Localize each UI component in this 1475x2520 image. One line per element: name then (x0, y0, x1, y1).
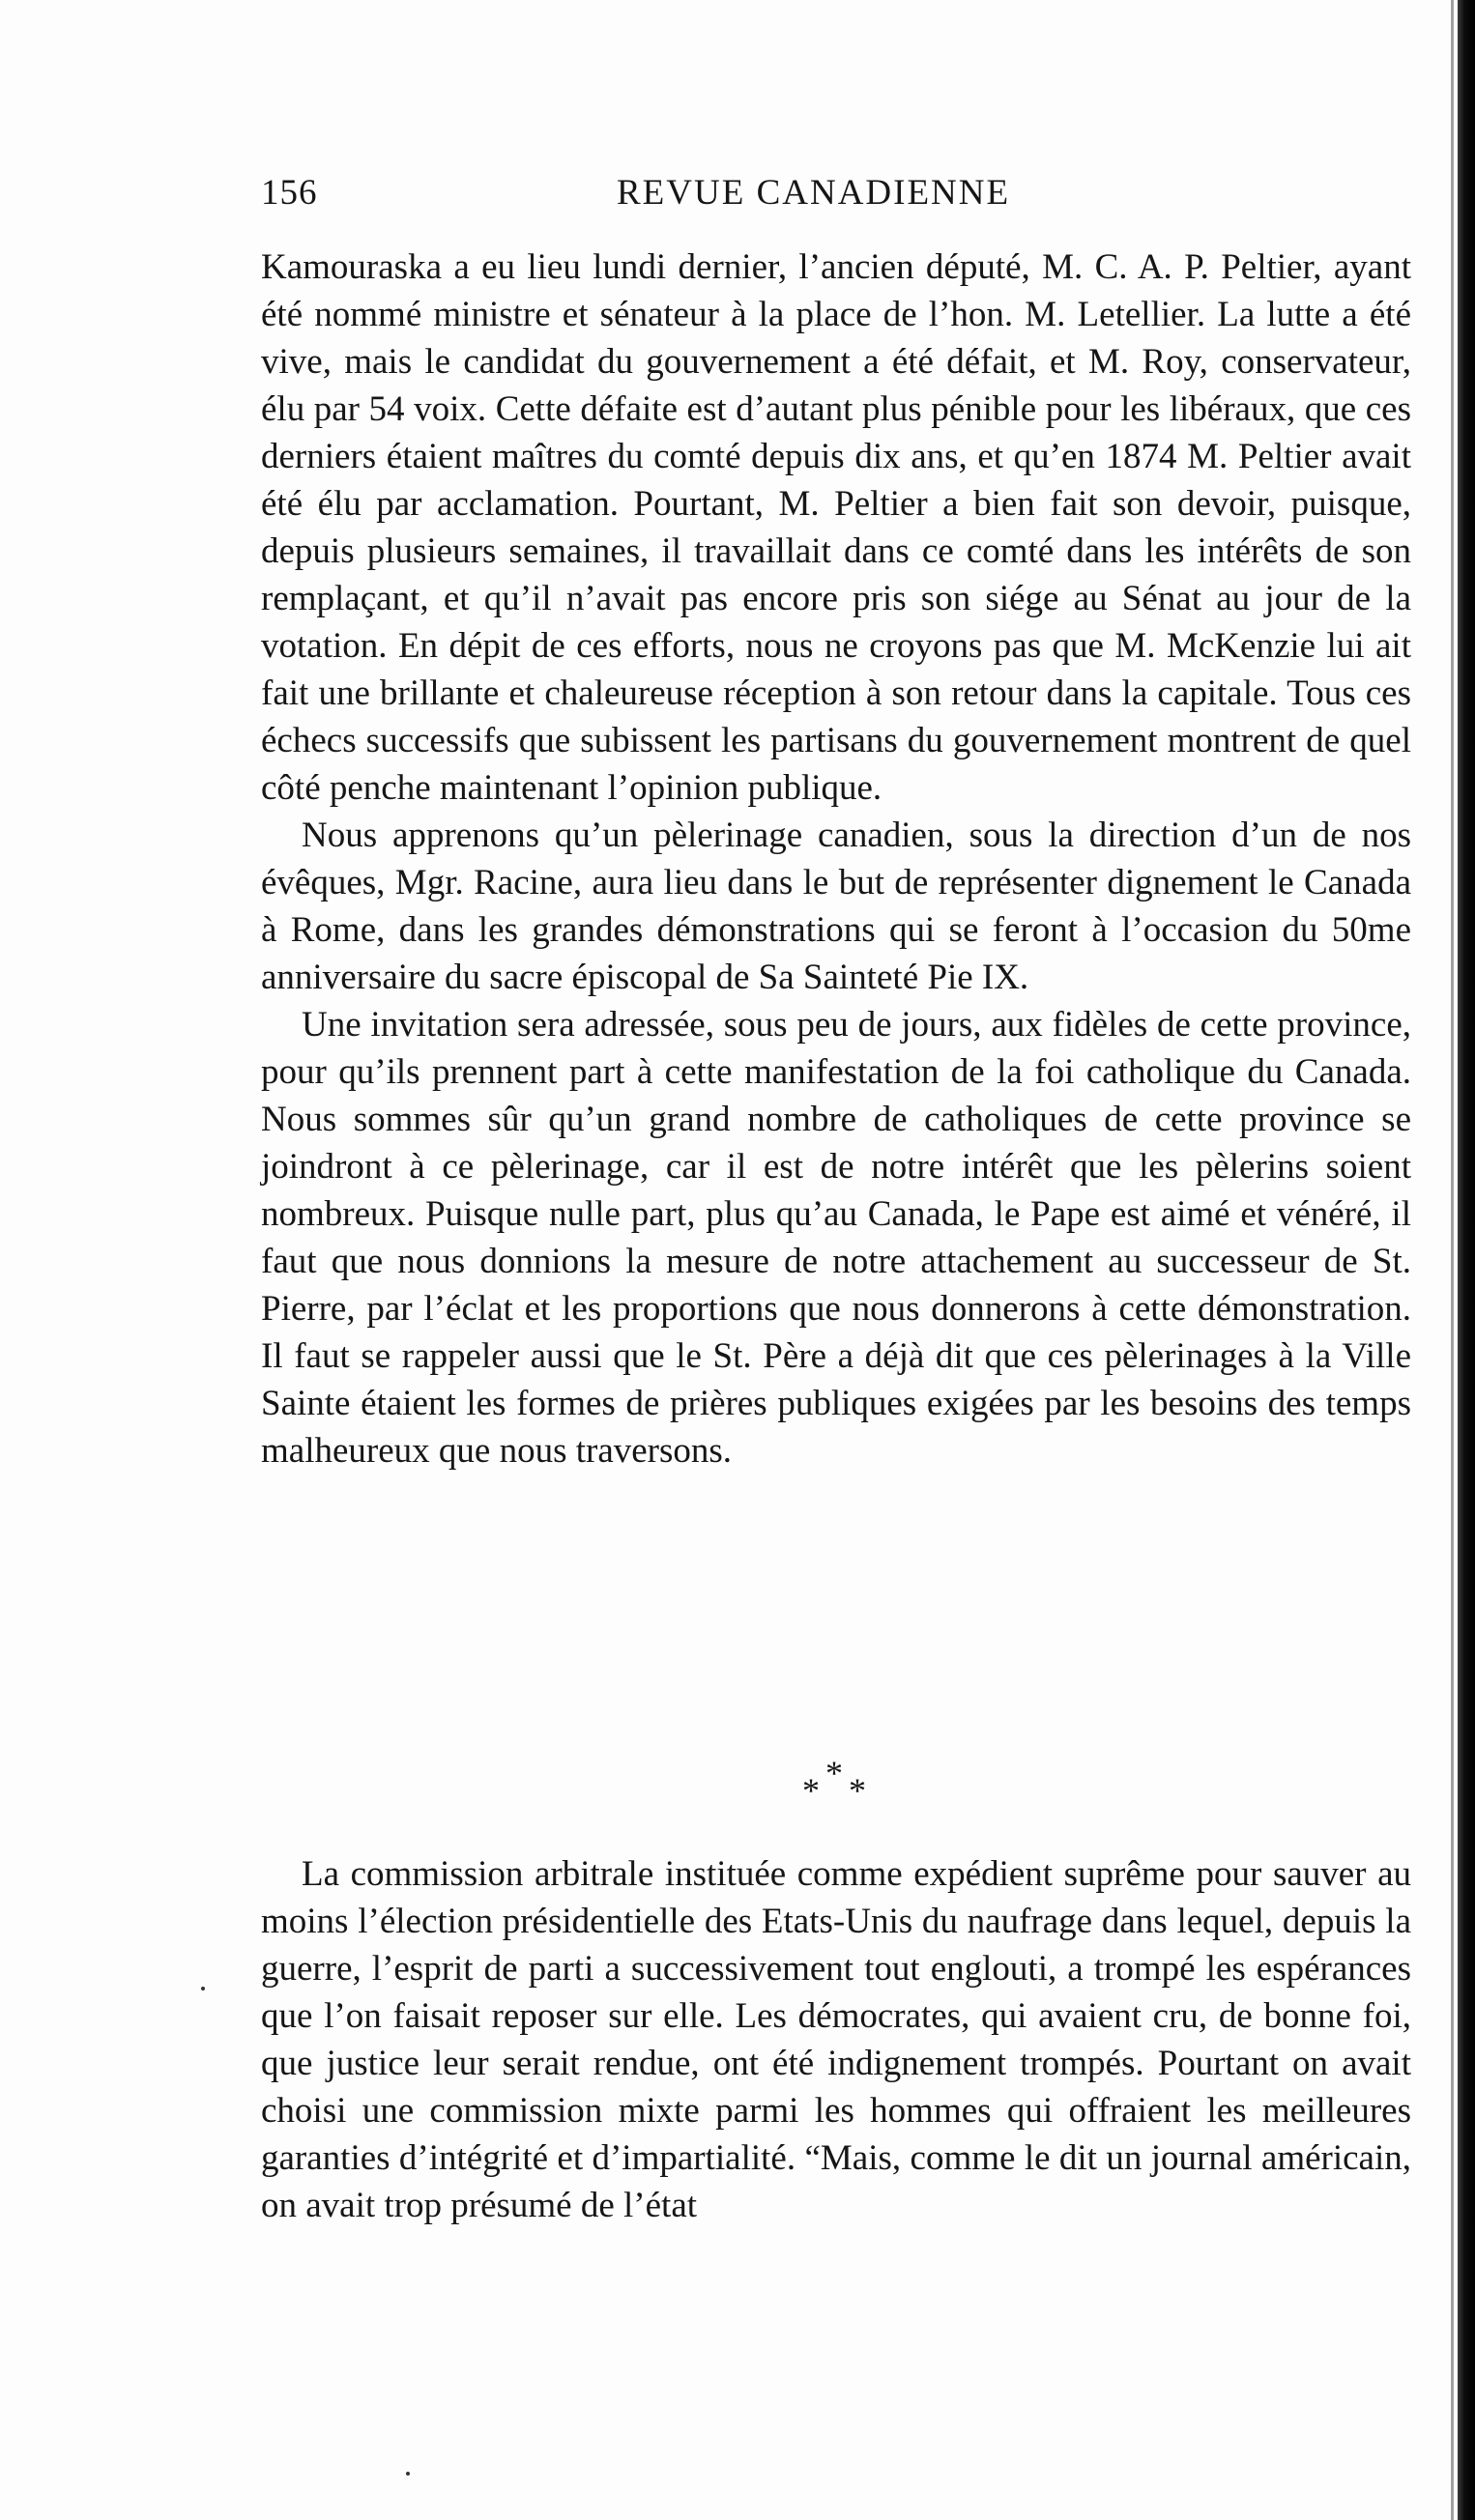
running-title: REVUE CANADIENNE (617, 173, 1011, 213)
asterism-star-right: * (849, 1771, 866, 1810)
binding-edge (1458, 0, 1475, 2520)
text-block-bottom (261, 1850, 1411, 2229)
asterism-separator (802, 1754, 880, 1817)
binding-shadow-line (1451, 0, 1454, 2520)
page-header (261, 172, 1411, 220)
paragraph-arbitration-commission: La commission arbitrale instituée comme expédient suprême pour sauver au moins l’élection présidentielle des Etats-Unis du naufrage dans lequel, depuis la guerre, l’esprit de parti a successivement tout englouti, a trompé les espérances que l’on faisait reposer sur elle. Les démocrates, qui avaient cru, de bonne foi, que justice leur serait rendue, ont été indignement trompés. Pourtant on avait choisi une commission mixte parmi les hommes qui offraient les meilleures garanties d’intégrité et d’impartialité. “Mais, comme le dit un journal américain, on avait trop présumé de l’état (261, 1854, 1411, 2225)
paragraph-pilgrimage-invitation: Une invitation sera adressée, sous peu de jours, aux fidèles de cette province, pour qu’ils prennent part à cette manifestation de la foi catholique du Canada. Nous sommes sûr qu’un grand nombre de catholiques de cette province se joindront à ce pèlerinage, car il est de notre intérêt que les pèlerins soient nombreux. Puisque nulle part, plus qu’au Canada, le Pape est aimé et vénéré, il faut que nous donnions la mesure de notre attachement au successeur de St. Pierre, par l’éclat et les proportions que nous donnerons à cette démonstration. Il faut se rappeler aussi que le St. Père a déjà dit que ces pèlerinages à la Ville Sainte étaient les formes de prières publiques exigées par les besoins des temps malheureux que nous traversons. (261, 1005, 1411, 1471)
page-number: 156 (261, 173, 318, 213)
text-block-top (261, 243, 1411, 1475)
asterism-star-top: * (825, 1754, 843, 1792)
asterism-star-left: * (802, 1771, 820, 1810)
paragraph-kamouraska-election: Kamouraska a eu lieu lundi dernier, l’ancien député, M. C. A. P. Peltier, ayant été nommé ministre et sénateur à la place de l’hon. M. Letellier. La lutte a été vive, mais le candidat du gouvernement a été défait, et M. Roy, conservateur, élu par 54 voix. Cette défaite est d’autant plus pénible pour les libéraux, que ces derniers étaient maîtres du comté depuis dix ans, et qu’en 1874 M. Peltier avait été élu par acclamation. Pourtant, M. Peltier a bien fait son devoir, puisque, depuis plusieurs semaines, il travaillait dans ce comté dans les intérêts de son remplaçant, et qu’il n’avait pas encore pris son siége au Sénat au jour de la votation. En dépit de ces efforts, nous ne croyons pas que M. McKenzie lui ait fait une brillante et chaleureuse réception à son retour dans la capitale. Tous ces échecs successifs que subissent les partisans du gouvernement montrent de quel côté penche maintenant l’opinion publique. (261, 247, 1411, 808)
paragraph-pilgrimage-announcement: Nous apprenons qu’un pèlerinage canadien, sous la direction d’un de nos évêques, Mgr. Racine, aura lieu dans le but de représenter dignement le Canada à Rome, dans les grandes démonstrations qui se feront à l’occasion du 50me anniversaire du sacre épiscopal de Sa Sainteté Pie IX. (261, 816, 1411, 997)
print-speck (201, 1987, 205, 1990)
print-speck (406, 2472, 410, 2476)
